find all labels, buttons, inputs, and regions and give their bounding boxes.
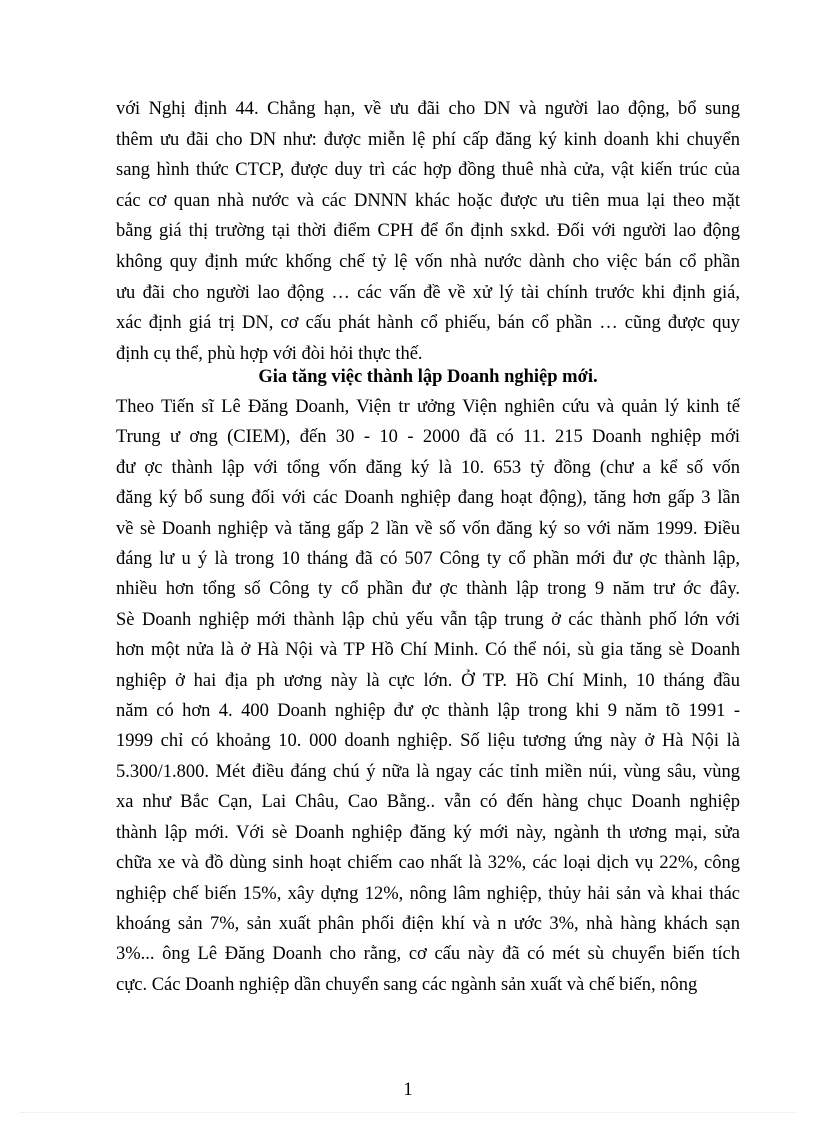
text-line: Sè Doanh nghiệp mới thành lập chủ yếu vẫn tập trung ở các thành phố lớn với — [116, 609, 740, 630]
text-line: về sè Doanh nghiệp và tăng gấp 2 lần về số vốn đăng ký so với năm 1999. Điều — [116, 518, 740, 539]
text-line: 3%... ông Lê Đăng Doanh cho rằng, cơ cấu này đã có mét sù chuyển biến tích — [116, 944, 740, 965]
text-line: 5.300/1.800. Mét điều đáng chú ý nữa là ngay các tỉnh miền núi, vùng sâu, vùng — [116, 761, 740, 782]
text-line: xa như Bắc Cạn, Lai Châu, Cao Bằng.. vẫn có đến hàng chục Doanh nghiệp — [116, 792, 740, 813]
text-line: 1999 chỉ có khoảng 10. 000 doanh nghiệp. Số liệu tương ứng này ở Hà Nội là — [116, 731, 740, 752]
text-line: thành lập mới. Với sè Doanh nghiệp đăng ký mới này, ngành th ương mại, sửa — [116, 822, 740, 843]
text-line: nhiều hơn tổng số Công ty cổ phần đư ợc thành lập trong 9 năm trư ớc đây. — [116, 579, 740, 600]
text-line: chữa xe và đồ dùng sinh hoạt chiếm cao nhất là 32%, các loại dịch vụ 22%, công — [116, 853, 740, 874]
page-number: 1 — [403, 1080, 413, 1100]
text-line: với Nghị định 44. Chẳng hạn, về ưu đãi cho DN và người lao động, bổ sung — [116, 99, 740, 119]
text-line: thêm ưu đãi cho DN như: được miễn lệ phí cấp đăng ký kinh doanh khi chuyển — [116, 129, 740, 150]
text-line: đăng ký bổ sung đối với các Doanh nghiệp đang hoạt động), tăng hơn gấp 3 lần — [116, 488, 740, 509]
text-line: bằng giá thị trường tại thời điểm CPH để ổn định sxkd. Đối với người lao động — [116, 221, 740, 242]
page-bottom-divider — [20, 1112, 796, 1113]
paragraph-2 — [116, 392, 740, 1000]
section-heading: Gia tăng việc thành lập Doanh nghiệp mới. — [258, 367, 598, 387]
paragraph-1 — [116, 94, 740, 369]
text-line: đư ợc thành lập với tổng vốn đăng ký là 10. 653 tỷ đồng (chư a kể số vốn — [116, 457, 740, 478]
text-line: cực. Các Doanh nghiệp dần chuyển sang các ngành sản xuất và chế biến, nông — [116, 974, 698, 995]
text-line: đáng lư u ý là trong 10 tháng đã có 507 Công ty cổ phần mới đư ợc thành lập, — [116, 549, 740, 570]
text-line: năm có hơn 4. 400 Doanh nghiệp đư ợc thành lập trong khi 9 năm tõ 1991 - — [116, 701, 740, 722]
text-line: không quy định mức khống chế tỷ lệ vốn nhà nước dành cho việc bán cổ phần — [116, 251, 740, 272]
text-line: định cụ thể, phù hợp với đòi hỏi thực thế. — [116, 343, 423, 364]
text-line: nghiệp ở hai địa ph ương này là cực lớn. Ở TP. Hồ Chí Minh, 10 tháng đầu — [116, 670, 740, 691]
text-line: hơn một nửa là ở Hà Nội và TP Hồ Chí Minh. Có thể nói, sù gia tăng sè Doanh — [116, 640, 740, 661]
text-line: Trung ư ơng (CIEM), đến 30 - 10 - 2000 đã có 11. 215 Doanh nghiệp mới — [116, 427, 740, 448]
text-line: ưu đãi cho người lao động … các vấn đề về xử lý tài chính trước khi định giá, — [116, 282, 740, 303]
text-line: nghiệp chế biến 15%, xây dựng 12%, nông lâm nghiệp, thủy hải sản và khai thác — [116, 883, 740, 904]
text-line: Theo Tiến sĩ Lê Đăng Doanh, Viện tr ưởng Viện nghiên cứu và quản lý kinh tế — [116, 397, 740, 417]
text-line: xác định giá trị DN, cơ cấu phát hành cổ phiếu, bán cổ phần … cũng được quy — [116, 313, 740, 334]
text-line: sang hình thức CTCP, được duy trì các hợp đồng thuê nhà cửa, vật kiến trúc của — [116, 160, 740, 181]
text-line: các cơ quan nhà nước và các DNNN khác hoặc được ưu tiên mua lại theo mặt — [116, 190, 740, 211]
text-line: khoáng sản 7%, sản xuất phân phối điện khí và n ước 3%, nhà hàng khách sạn — [116, 913, 740, 934]
